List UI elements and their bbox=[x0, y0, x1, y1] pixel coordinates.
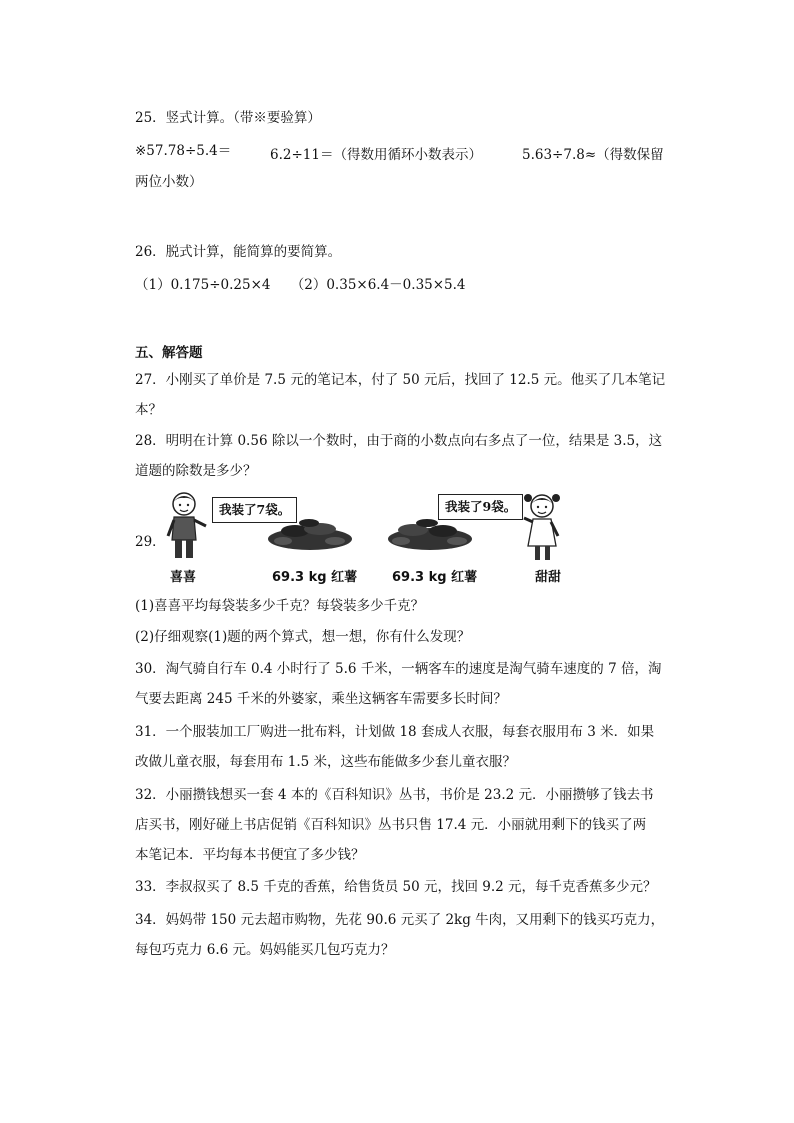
q27-line2: 本？ bbox=[135, 402, 162, 418]
q25-item-c: 5.63÷7.8≈（得数保留 bbox=[522, 147, 664, 163]
q32-line1: 32．小丽攒钱想买一套 4 本的《百科知识》丛书，书价是 23.2 元．小丽攒够了钱去书 bbox=[135, 787, 654, 803]
boy-speech-bubble: 我装了7袋。 bbox=[212, 497, 297, 523]
q28-line2: 道题的除数是多少？ bbox=[135, 463, 257, 479]
q33-line1: 33．李叔叔买了 8.5 千克的香蕉，给售货员 50 元，找回 9.2 元，每千克香蕉多少元？ bbox=[135, 879, 657, 895]
q32-line3: 本笔记本．平均每本书便宜了多少钱？ bbox=[135, 847, 365, 863]
girl-speech-bubble: 我装了9袋。 bbox=[438, 494, 523, 520]
girl-illustration bbox=[516, 490, 566, 562]
q29-number: 29． bbox=[135, 534, 166, 550]
q30-line1: 30．淘气骑自行车 0.4 小时行了 5.6 千米，一辆客车的速度是淘气骑车速度的 7 倍，淘 bbox=[135, 661, 662, 677]
q29-sub1: (1)喜喜平均每袋装多少千克？每袋装多少千克？ bbox=[135, 598, 425, 614]
q25-item-a: ※57.78÷5.4＝ bbox=[135, 143, 232, 159]
pile-left-label: 69.3 kg 红薯 bbox=[272, 570, 358, 585]
q31-line2: 改做儿童衣服，每套用布 1.5 米，这些布能做多少套儿童衣服？ bbox=[135, 754, 517, 770]
q25-item-b: 6.2÷11＝（得数用循环小数表示） bbox=[270, 147, 482, 163]
q25-title: 25．竖式计算。（带※要验算） bbox=[135, 110, 321, 126]
q25-item-c-cont: 两位小数） bbox=[135, 174, 203, 190]
q29-sub2: (2)仔细观察(1)题的两个算式，想一想，你有什么发现？ bbox=[135, 629, 471, 645]
sweet-potato-pile-right bbox=[385, 517, 475, 551]
pile-right-label: 69.3 kg 红薯 bbox=[392, 570, 478, 585]
sweet-potato-pile-left bbox=[265, 517, 355, 551]
q32-line2: 店买书，刚好碰上书店促销《百科知识》丛书只售 17.4 元．小丽就用剩下的钱买了两 bbox=[135, 817, 647, 833]
girl-name: 甜甜 bbox=[535, 570, 562, 585]
boy-name: 喜喜 bbox=[170, 570, 197, 585]
q30-line2: 气要去距离 245 千米的外婆家，乘坐这辆客车需要多长时间？ bbox=[135, 691, 507, 707]
q26-items: （1）0.175÷0.25×4 （2）0.35×6.4－0.35×5.4 bbox=[135, 277, 466, 293]
boy-illustration bbox=[160, 490, 210, 562]
section-title: 五、解答题 bbox=[135, 345, 203, 361]
q31-line1: 31．一个服装加工厂购进一批布料，计划做 18 套成人衣服，每套衣服用布 3 米．如果 bbox=[135, 724, 655, 740]
q26-title: 26．脱式计算，能简算的要简算。 bbox=[135, 244, 342, 260]
q28-line1: 28．明明在计算 0.56 除以一个数时，由于商的小数点向右多点了一位，结果是 3.5，这 bbox=[135, 433, 663, 449]
q27-line1: 27．小刚买了单价是 7.5 元的笔记本，付了 50 元后，找回了 12.5 元。他买了几本笔记 bbox=[135, 372, 666, 388]
q34-line2: 每包巧克力 6.6 元。妈妈能买几包巧克力？ bbox=[135, 942, 395, 958]
q34-line1: 34．妈妈带 150 元去超市购物，先花 90.6 元买了 2kg 牛肉，又用剩下的钱买巧克力， bbox=[135, 912, 665, 928]
